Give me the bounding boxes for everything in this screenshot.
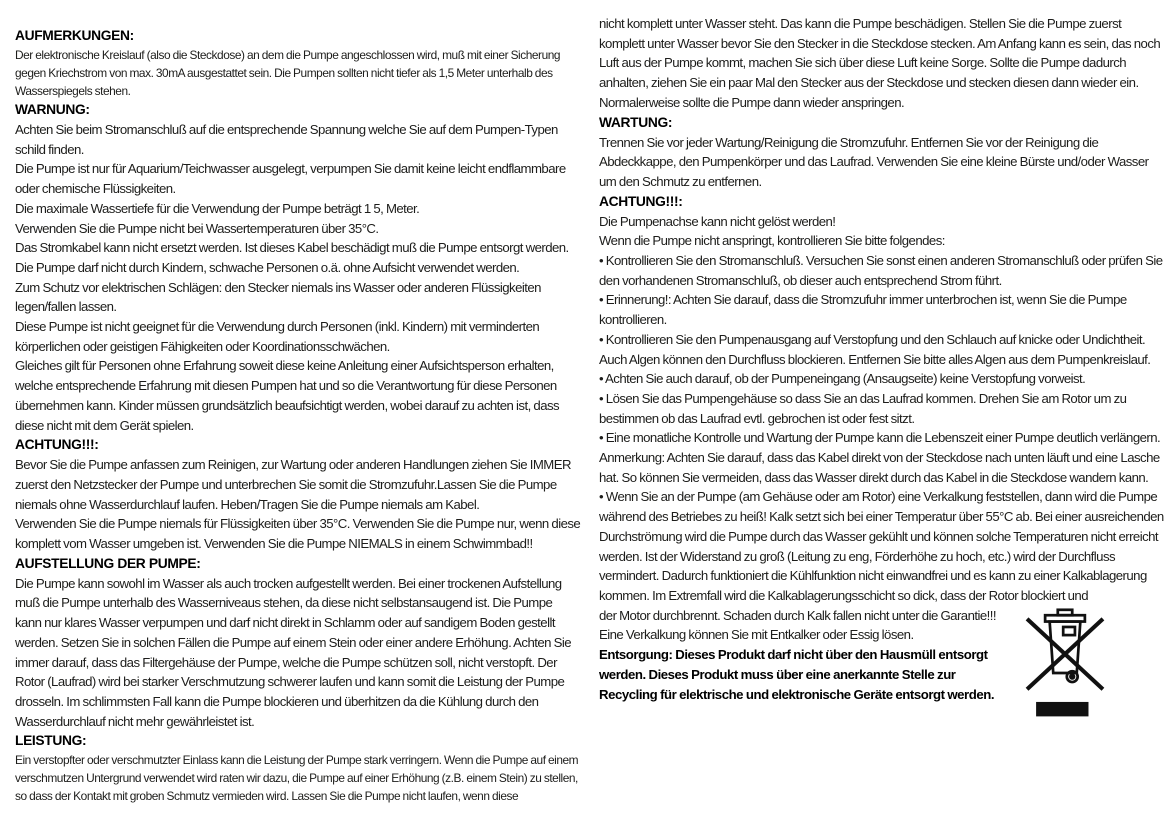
paragraph: Die Pumpe kann sowohl im Wasser als auch trocken aufgestellt werden. Bei einer trockenen Aufstellung muß die Pumpe unterhalb des Wasserniveaus stehen, da diese nicht selbstansaugend ist. Die Pumpe kann nur klares Wasser verpumpen und darf nicht direkt in Schlamm oder auf sandigem Boden gestellt werden. Setzen Sie in solchen Fällen die Pumpe auf einem Stein oder einer andere Erhöhung. Achten Sie immer darauf, dass das Filtergehäuse der Pumpe, welche die Pumpe schützen soll, nicht verstopft. Der Rotor (Laufrad) wird bei starker Verschmutzung schwerer laufen und kann somit die Leistung der Pumpe drosseln. Im schlimmsten Fall kann die Pumpe blockieren und überhitzen da die Kühlung durch den Wasserdurchlauf nicht mehr gewährleistet ist. [15,575,572,729]
weee-bar [1036,702,1088,716]
weee-crossed-bin-icon [1018,608,1112,720]
section-heading-aufstellung: AUFSTELLUNG DER PUMPE: [15,555,201,571]
section-heading-leistung: LEISTUNG: [15,733,87,749]
paragraph: Achten Sie beim Stromanschluß auf die entsprechende Spannung welche Sie auf dem Pumpen-Typen schild finden. [15,122,558,157]
disposal-section [599,606,1166,705]
paragraph: Verwenden Sie die Pumpe niemals für Flüssigkeiten über 35°C. Verwenden Sie die Pumpe nur, wenn diese komplett vom Wasser umgeben ist. Verwenden Sie die Pumpe NIEMALS in einem Schwimmbad!! [15,516,581,552]
bullet-item: • Kontrollieren Sie den Pumpenausgang auf Verstopfung und den Schlauch auf knicke oder Undichtheit. Auch Algen können den Durchfluss blockieren. Entfernen Sie bitte alles Algen aus dem Pumpenkreislauf. [599,331,1151,367]
paragraph: Gleiches gilt für Personen ohne Erfahrung soweit diese keine Anleitung einer Aufsichtsperson erhalten, welche entsprechende Erfahrung mit diesen Pumpen hat und so die Verantwortung für diese Personen übernehmen kann. Kinder müssen grundsätzlich beaufsichtigt werden, wobei darauf zu achten ist, dass diese nicht mit dem Gerät spielen. [15,358,560,433]
paragraph: Wenn die Pumpe nicht anspringt, kontrollieren Sie bitte folgendes: [599,233,945,249]
paragraph: nicht komplett unter Wasser steht. Das kann die Pumpe beschädigen. Stellen Sie die Pumpe zuerst komplett unter Wasser bevor Sie den Stecker in die Steckdose stecken. Am Anfang kann es sein, das noch Luft aus der Pumpe kommt, machen Sie sich über diese Luft keine Sorge. Sollte die Pumpe dadurch anhalten, ziehen Sie ein paar Mal den Stecker aus der Steckdose und stecken diesen dann wieder ein. Normalerweise sollte die Pumpe dann wieder anspringen. [599,16,1161,110]
paragraph: Die Pumpe darf nicht durch Kindern, schwache Personen o.ä. ohne Aufsicht verwendet werden. [15,259,520,275]
bullet-item: • Lösen Sie das Pumpengehäuse so dass Sie an das Laufrad kommen. Drehen Sie am Rotor um zu bestimmen ob das Laufrad evtl. gebrochen ist oder fest sitzt. [599,390,1127,426]
paragraph: Trennen Sie vor jeder Wartung/Reinigung die Stromzufuhr. Entfernen Sie vor der Reinigung die Abdeckkappe, den Pumpenkörper und das Laufrad. Verwenden Sie eine kleine Bürste und/oder Wasser um den Schmutz zu entfernen. [599,134,1149,189]
disposal-notice: Entsorgung: Dieses Produkt darf nicht über den Hausmüll entsorgt werden. Dieses Produkt muss über eine anerkannte Stelle zur Recycling für elektrische und elektronische Geräte entsorgt werden. [599,647,995,702]
section-heading-achtung-1: ACHTUNG!!!: [15,437,99,453]
bullet-item: • Eine monatliche Kontrolle und Wartung der Pumpe kann die Lebenszeit einer Pumpe deutlich verlängern. Anmerkung: Achten Sie darauf, dass das Kabel direkt von der Steckdose nach unten läuft und eine Lasche hat. So können Sie vermeiden, dass das Wasser direkt durch das Kabel in die Steckdose wandern kann. [599,430,1161,485]
paragraph: Bevor Sie die Pumpe anfassen zum Reinigen, zur Wartung oder anderen Handlungen ziehen Sie IMMER zuerst den Netzstecker der Pumpe und unterbrechen Sie somit die Stromzufuhr.Lassen Sie die Pumpe niemals ohne Wasserdurchlauf laufen. Heben/Tragen Sie die Pumpe niemals am Kabel. [15,457,571,512]
paragraph: Verwenden Sie die Pumpe nicht bei Wassertemperaturen über 35°C. [15,220,379,236]
bullet-item: • Erinnerung!: Achten Sie darauf, dass die Stromzufuhr immer unterbrochen ist, wenn Sie die Pumpe kontrollieren. [599,292,1127,328]
paragraph: Ein verstopfter oder verschmutzter Einlass kann die Leistung der Pumpe stark verringern. Wenn die Pumpe auf einem verschmutzen Untergrund verwendet wird raten wir dazu, die Pumpe auf einer Erhöhung (z.B. einem Stein) zu stellen, so dass der Kontakt mit groben Schmutz vermieden wird. Lassen Sie die Pumpe nicht laufen, wenn diese [15,753,579,804]
paragraph: Die Pumpenachse kann nicht gelöst werden! [599,213,836,229]
section-heading-achtung-2: ACHTUNG!!!: [599,193,683,209]
paragraph: Die Pumpe ist nur für Aquarium/Teichwasser ausgelegt, verpumpen Sie damit keine leicht endflammbare oder chemische Flüssigkeiten. [15,161,566,197]
section-heading-wartung: WARTUNG: [599,114,673,130]
paragraph: der Motor durchbrennt. Schaden durch Kalk fallen nicht unter die Garantie!!! [599,607,996,623]
bullet-item: • Kontrollieren Sie den Stromanschluß. Versuchen Sie sonst einen anderen Stromanschluß oder prüfen Sie den vorhandenen Stromanschluß, ob dieser auch entsprechend Strom führt. [599,253,1163,288]
paragraph: Die maximale Wassertiefe für die Verwendung der Pumpe beträgt 1 5, Meter. [15,200,420,216]
paragraph: Das Stromkabel kann nicht ersetzt werden. Ist dieses Kabel beschädigt muß die Pumpe entsorgt werden. [15,240,569,256]
left-column [15,26,581,805]
section-heading-aufmerkungen: AUFMERKUNGEN: [15,28,134,43]
bullet-item: • Wenn Sie an der Pumpe (am Gehäuse oder am Rotor) eine Verkalkung feststellen, dann wird die Pumpe während des Betriebes zu heiß! Kalk setzt sich bei einer Temperatur über 55°C ab. Bei einer ausreichenden Durchströmung wird die Pumpe durch das Wasser gekühlt und können solche Temperaturen nicht erreicht werden. Ist der Widerstand zu groß (Leitung zu eng, Förderhöhe zu hoch, etc.) wird der Durchfluss vermindert. Dadurch funktioniert die Kühlfunktion nicht einwandfrei und es kann zu einer Kalkablagerung kommen. Im Extremfall wird die Kalkablagerungsschicht so dick, dass der Rotor blockiert und [599,489,1164,603]
right-column [599,14,1166,722]
paragraph: Diese Pumpe ist nicht geeignet für die Verwendung durch Personen (inkl. Kindern) mit verminderten körperlichen oder geistigen Fähigkeiten oder Koordinationsschwächen. [15,319,540,354]
bullet-item: • Achten Sie auch darauf, ob der Pumpeneingang (Ansaugseite) keine Verstopfung vorweist. [599,371,1086,387]
paragraph: Zum Schutz vor elektrischen Schlägen: den Stecker niemals ins Wasser oder anderen Flüssigkeiten legen/fallen lassen. [15,279,541,315]
section-heading-warnung: WARNUNG: [15,102,90,117]
paragraph: Der elektronische Kreislauf (also die Steckdose) an dem die Pumpe angeschlossen wird, muß mit einer Sicherung gegen Kriechstrom von max. 30mA ausgestattet sein. Die Pumpen sollten nicht tiefer als 1,5 Meter unterhalb des Wasserspiegels stehen. [15,48,561,98]
paragraph: Eine Verkalkung können Sie mit Entkalker oder Essig lösen. [599,627,914,643]
